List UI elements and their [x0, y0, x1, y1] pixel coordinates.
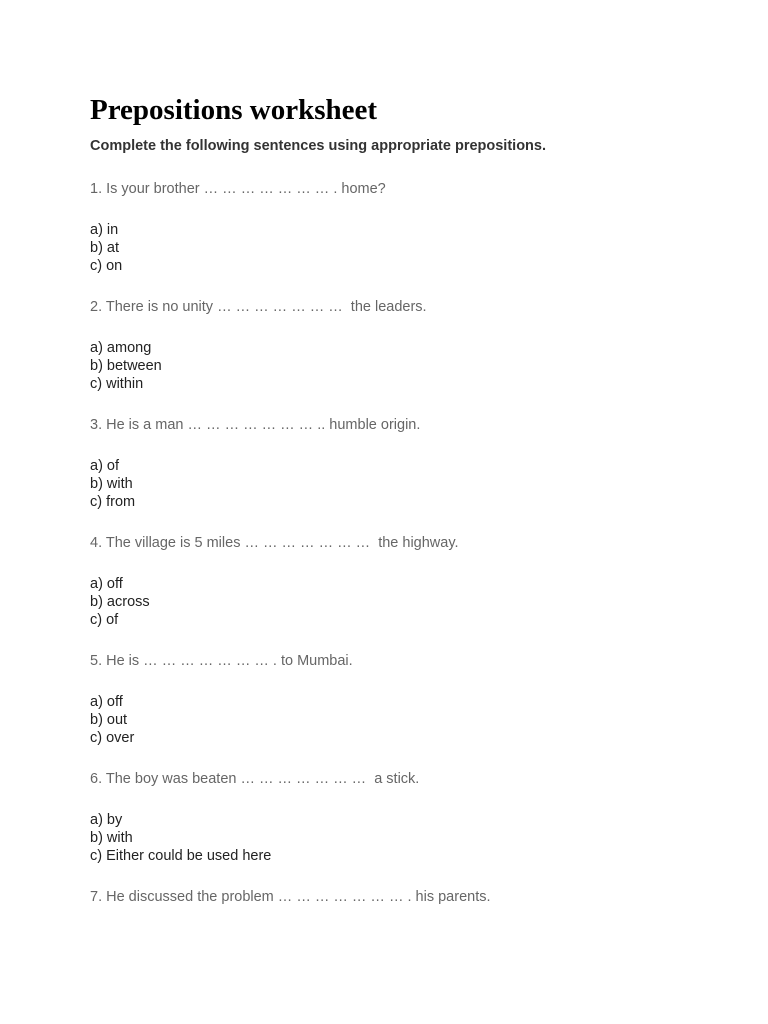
answer-option: a) off — [90, 694, 123, 710]
answer-option: c) within — [90, 376, 144, 392]
answer-options — [90, 339, 730, 393]
answer-options — [90, 811, 730, 865]
answer-option: a) of — [90, 458, 120, 474]
question-text: 3. He is a man … … … … … … … .. humble origin. — [90, 417, 421, 433]
question-item — [90, 179, 730, 275]
question-text: 2. There is no unity … … … … … … … the leaders. — [90, 299, 427, 315]
answer-option: a) among — [90, 340, 152, 356]
question-list — [90, 179, 730, 907]
question-item — [90, 533, 730, 629]
question-item — [90, 415, 730, 511]
answer-option: b) between — [90, 358, 162, 374]
answer-option: c) Either could be used here — [90, 848, 272, 864]
worksheet-content — [90, 92, 730, 929]
question-text: 6. The boy was beaten … … … … … … … a stick. — [90, 771, 420, 787]
answer-option: c) on — [90, 258, 123, 274]
question-item — [90, 651, 730, 747]
answer-option: b) with — [90, 476, 133, 492]
answer-option: a) in — [90, 222, 119, 238]
answer-option: b) with — [90, 830, 133, 846]
question-text: 5. He is … … … … … … … . to Mumbai. — [90, 653, 353, 669]
answer-option: b) at — [90, 240, 120, 256]
answer-option: b) out — [90, 712, 128, 728]
answer-option: c) over — [90, 730, 135, 746]
answer-options — [90, 693, 730, 747]
question-item — [90, 887, 730, 907]
answer-option: c) from — [90, 494, 136, 510]
answer-options — [90, 221, 730, 275]
instruction-text: Complete the following sentences using appropriate prepositions. — [90, 138, 546, 154]
answer-options — [90, 575, 730, 629]
question-item — [90, 769, 730, 865]
question-text: 1. Is your brother … … … … … … … . home? — [90, 181, 386, 197]
answer-option: a) off — [90, 576, 123, 592]
answer-options — [90, 457, 730, 511]
answer-option: c) of — [90, 612, 119, 628]
answer-option: a) by — [90, 812, 123, 828]
question-item — [90, 297, 730, 393]
page-title: Prepositions worksheet — [90, 94, 378, 126]
question-text: 4. The village is 5 miles … … … … … … … the highway. — [90, 535, 459, 551]
answer-option: b) across — [90, 594, 150, 610]
question-text: 7. He discussed the problem … … … … … … … . his parents. — [90, 889, 491, 905]
